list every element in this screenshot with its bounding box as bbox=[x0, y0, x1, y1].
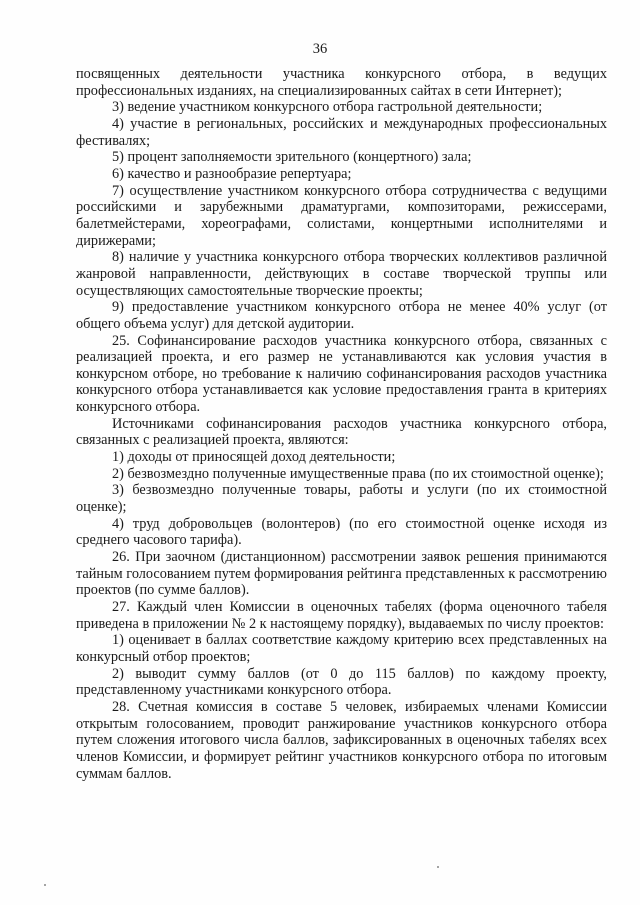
paragraph: 6) качество и разнообразие репертуара; bbox=[112, 165, 352, 182]
paragraph: посвященных деятельности участника конкурсного отбора, в ведущих профессиональных изданиях, на специализированных сайтах в сети Интернет); bbox=[76, 66, 607, 99]
paragraph: 8) наличие у участника конкурсного отбора творческих коллективов различной жанровой направленности, действующих в составе творческой труппы или осуществляющих самостоятельные творческие проекты; bbox=[76, 249, 607, 299]
paragraph: 28. Счетная комиссия в составе 5 человек, избираемых членами Комиссии открытым голосованием, проводит ранжирование участников конкурсного отбора путем сложения итогового числа баллов, зафиксированных в оценочных табелях всех членов Комиссии, и формирует рейтинг участников конкурсного отбора по итоговым суммам баллов. bbox=[76, 698, 607, 782]
paragraph: 2) выводит сумму баллов (от 0 до 115 баллов) по каждому проекту, представленному участниками конкурсного отбора. bbox=[76, 665, 607, 699]
paragraph: 5) процент заполняемости зрительного (концертного) зала; bbox=[112, 149, 472, 166]
paragraph: 1) оценивает в баллах соответствие каждому критерию всех представленных на конкурсный отбор проектов; bbox=[76, 632, 607, 665]
paragraph: 27. Каждый член Комиссии в оценочных табелях (форма оценочного табеля приведена в приложении № 2 к настоящему порядку), выдаваемых по числу проектов: bbox=[76, 599, 607, 632]
scan-speck bbox=[44, 884, 46, 886]
paragraph: 25. Софинансирование расходов участника конкурсного отбора, связанных с реализацией проекта, и его размер не устанавливаются как условия участия в конкурсном отборе, но требование к наличию софинансирования расходов участника конкурсного отбора устанавливается как условие предоставления гранта в критериях конкурсного отбора. bbox=[76, 332, 607, 416]
paragraph: 4) труд добровольцев (волонтеров) (по его стоимостной оценке исходя из среднего часового тарифа). bbox=[76, 515, 607, 549]
paragraph: 7) осуществление участником конкурсного отбора сотрудничества с ведущими российскими и зарубежными драматургами, композиторами, режиссерами, балетмейстерами, хореографами, солистами, концертными исполнителями и дирижерами; bbox=[76, 182, 607, 249]
paragraph: 2) безвозмездно полученные имущественные права (по их стоимостной оценке); bbox=[112, 465, 604, 482]
paragraph: 26. При заочном (дистанционном) рассмотрении заявок решения принимаются тайным голосованием путем формирования рейтинга представленных к рассмотрению проектов (по сумме баллов). bbox=[76, 549, 607, 599]
scan-speck bbox=[437, 866, 439, 868]
paragraph: 3) безвозмездно полученные товары, работы и услуги (по их стоимостной оценке); bbox=[76, 482, 607, 516]
document-body bbox=[76, 66, 607, 782]
paragraph: 1) доходы от приносящей доход деятельности; bbox=[112, 449, 396, 466]
paragraph: 9) предоставление участником конкурсного отбора не менее 40% услуг (от общего объема услуг) для детской аудитории. bbox=[76, 299, 607, 332]
paragraph: 3) ведение участником конкурсного отбора гастрольной деятельности; bbox=[112, 99, 543, 116]
page-number: 36 bbox=[312, 41, 328, 57]
paragraph: 4) участие в региональных, российских и международных профессиональных фестивалях; bbox=[76, 115, 607, 149]
paragraph: Источниками софинансирования расходов участника конкурсного отбора, связанных с реализацией проекта, являются: bbox=[76, 415, 607, 449]
